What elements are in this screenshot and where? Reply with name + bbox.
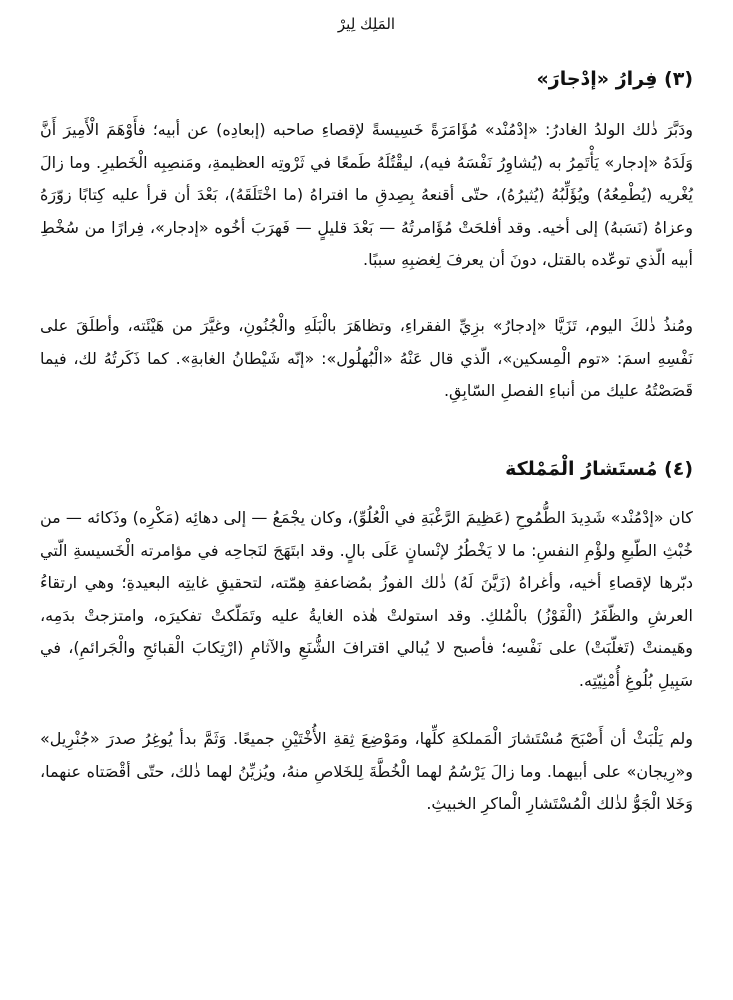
paragraph-section3-1: ودَبَّرَ ذٰلك الولدُ الغادرُ: «إدْمُنْد» مُؤَامَرَةً خَسِيسةً لإقصاءِ صاحبه (إبعادِه) عن أبيه؛ فأَوْهَمَ الْأَمِيرَ أَنَّ وَلَدَهُ «إدجار» يَأْتَمِرُ به (يُشاوِرُ نَفْسَهُ فيه)، ليقْتُلَهُ طَمعًا في ثَرْوتِه العظيمةِ، ومَنصِبِه الْخَطيرِ. وما زالَ يُغْريه (يُطْمِعُهُ) ويُؤَلِّبُهُ (يُثيرُهُ)، حتّى أقنعهُ بِصِدقِ ما افتراهُ (ما اخْتَلَقَهُ)، بَعْدَ أن قرأ عليه كِتابًا زوّرَهُ وعزاهُ (نَسَبهُ) إلى أخيه. وقد أفلحَتْ مُؤَامرتُهُ — بَعْدَ قليلٍ — فَهرَبَ أخُوه «إدجار»، فِرارًا من سُخْطِ أبيه الّذي توعّده بالقتل، دونَ أن يعرفَ لِغضبِهِ سببًا. — [40, 120, 693, 270]
paragraph-section4-1: كان «إدْمُنْد» شَدِيدَ الطُّمُوحِ (عَظِيمَ الرَّغْبَةِ في الْعُلُوِّ)، وكان يجْمَعُ — إلى دهائِه (مَكْرِه) وذَكائه — من خُبْثِ الطّبعِ ولؤْمِ النفسِ: ما لا يَخْطُرُ لإنْسانٍ عَلَى بالٍ. وقد ابتَهَجَ لنَجاحِه في مؤامرته الْخَسيسةِ الّتي دبّرها لإقصاءِ أخيه، وأغراهُ (زَيَّنَ لَهُ) ذٰلك الفوزُ بمُضاعفةِ هِمّته، لتحقيقِ غايتِه البعيدةِ؛ وهي ارتقاءُ العرشِ والظّفَرُ (الْفَوْزُ) بالْمُلكِ. وقد استولتْ هٰذه الغايةُ عليه وتَمَلّكتْ تفكيرَه، وامتزجتْ بدَمِه، وهَيمنتْ (تَغلّبَتْ) على نَفْسِه؛ فأصبح لا يُبالي اقترافَ الشُّنَعِ والآثامِ (ارْتِكابَ الْقبائحِ والْجَرائمِ)، في سَبِيلِ بُلُوغِ أُمْنِيّتِه. — [40, 508, 693, 690]
section-heading-3: (٣) فِرارُ «إدْجارَ» — [536, 68, 693, 90]
section-heading-4: (٤) مُستَشارُ الْمَمْلكة — [505, 458, 693, 480]
running-header: المَلِك لِيرْ — [337, 15, 396, 33]
paragraph-section3-2: ومُنذُ ذٰلكَ اليوم، تَزَيَّا «إدجارُ» بزِيِّ الفقراءِ، وتظاهَرَ بالْبَلَهِ والْجُنُونِ، وغيَّرَ من هَيْئَته، وأطلَقَ على نَفْسِهِ اسمَ: «توم الْمِسكين»، الّذي قال عَنْهُ «الْبُهلُول»: «إنّه شَيْطانُ الغابةِ». كما ذَكَرتُهُ لك، فيما قَصَصْتُهُ عليك من أنباءِ الفصلِ السّابِقِ. — [40, 316, 693, 401]
paragraph-section4-2: ولم يَلْبَثْ أن أَصْبَحَ مُسْتَشارَ الْمَملكةِ كلِّها، ومَوْضِعَ ثِقةِ الأُخْتَيْنِ جميعًا. وَثَمَّ بدأ يُوغِرُ صدرَ «جُنْرِيل» و«رِيجان» على أبيهما. وما زالَ يَرْسُمُ لهما الْخُطَّةَ لِلخَلاصِ منهُ، ويُزيِّنُ لهما ذٰلك، حتّى أقْصَتاه عنهما، وَخَلا الْجَوُّ لذٰلك الْمُسْتَشارِ الْماكرِ الخبيثِ. — [40, 729, 693, 814]
